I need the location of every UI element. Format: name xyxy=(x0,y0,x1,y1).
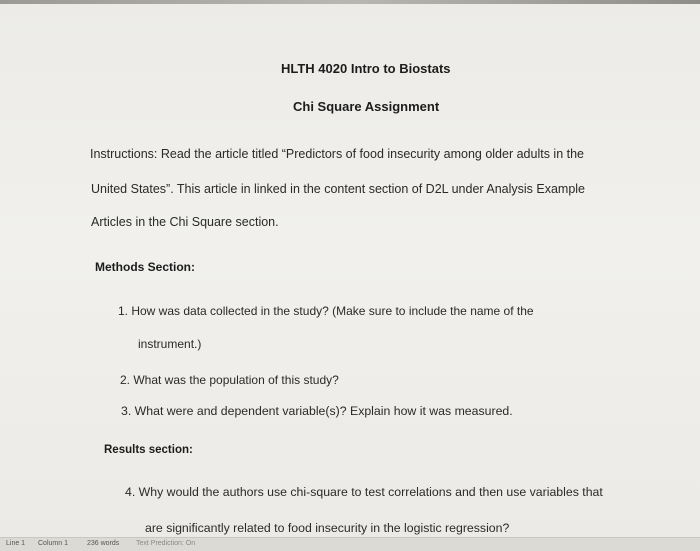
methods-item-1: 1. How was data collected in the study? (Make sure to include the name of the xyxy=(118,304,534,318)
instructions-line-3: Articles in the Chi Square section. xyxy=(91,215,279,229)
instructions-line-2: United States”. This article in linked in the content section of D2L under Analysis Example xyxy=(91,182,586,196)
results-heading: Results section: xyxy=(104,444,193,456)
results-item-4: 4. Why would the authors use chi-square to test correlations and then use variables that xyxy=(125,485,603,499)
document-subtitle: Chi Square Assignment xyxy=(293,99,440,114)
methods-item-2: 2. What was the population of this study? xyxy=(120,373,339,387)
results-item-4-cont: are significantly related to food insecurity in the logistic regression? xyxy=(145,521,510,535)
status-bar xyxy=(0,537,700,551)
methods-item-3: 3. What were and dependent variable(s)? Explain how it was measured. xyxy=(121,404,513,418)
status-word-count[interactable]: 236 words xyxy=(87,540,120,547)
instructions-line-1: Instructions: Read the article titled “Predictors of food insecurity among older adults in the xyxy=(90,147,585,161)
methods-heading: Methods Section: xyxy=(95,260,196,274)
document-page[interactable] xyxy=(0,4,700,534)
status-text-prediction[interactable]: Text Prediction: On xyxy=(136,540,196,547)
methods-item-1-cont: instrument.) xyxy=(138,337,202,351)
status-column: Column 1 xyxy=(38,540,68,547)
document-title: HLTH 4020 Intro to Biostats xyxy=(281,61,451,76)
status-line: Line 1 xyxy=(6,540,26,547)
